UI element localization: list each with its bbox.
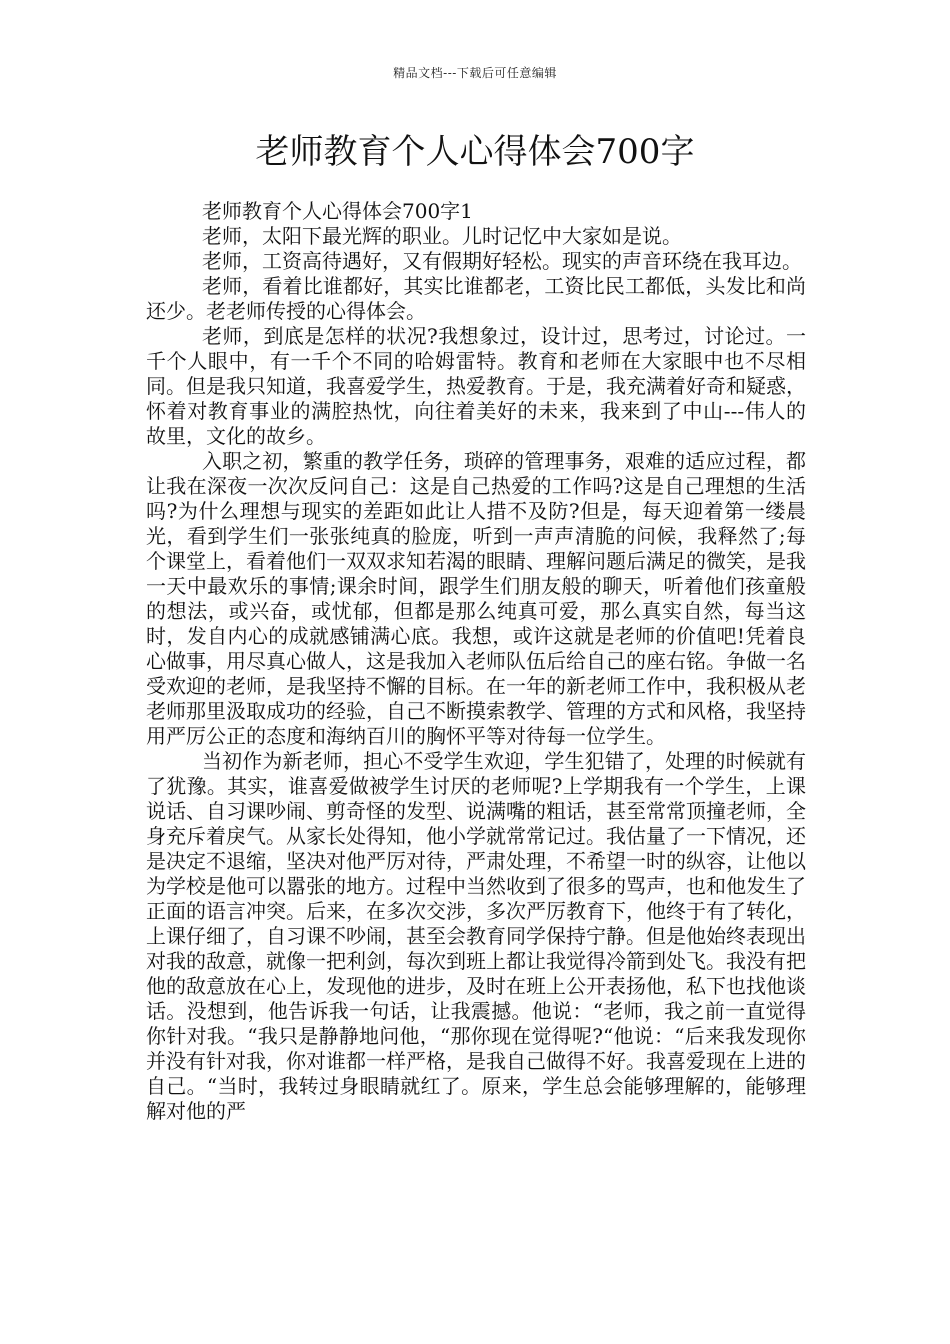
- paragraph: 入职之初，繁重的教学任务，琐碎的管理事务，艰难的适应过程，都让我在深夜一次次反问自己：这是自己热爱的工作吗?这是自己理想的生活吗?为什么理想与现实的差距如此让人措不及防?但是，每天迎着第一缕晨光，看到学生们一张张纯真的脸庞，听到一声声清脆的问候，我释然了;每个课堂上，看着他们一双双求知若渴的眼睛、理解问题后满足的微笑，是我一天中最欢乐的事情;课余时间，跟学生们朋友般的聊天，听着他们孩童般的想法，或兴奋，或忧郁，但都是那么纯真可爱，那么真实自然，每当这时，发自内心的成就感铺满心底。我想，或许这就是老师的价值吧!凭着良心做事，用尽真心做人，这是我加入老师队伍后给自己的座右铭。争做一名受欢迎的老师，是我坚持不懈的目标。在一年的新老师工作中，我积极从老老师那里汲取成功的经验，自己不断摸索教学、管理的方式和风格，我坚持用严厉公正的态度和海纳百川的胸怀平等对待每一位学生。: [146, 449, 806, 748]
- document-title: 老师教育个人心得体会700字: [255, 132, 695, 172]
- paragraph-subtitle: 老师教育个人心得体会700字1: [202, 199, 473, 223]
- document-body: [146, 199, 806, 1124]
- page-header: 精品文档---下载后可任意编辑: [393, 66, 557, 80]
- paragraph: 老师，到底是怎样的状况?我想象过，设计过，思考过，讨论过。一千个人眼中，有一千个不同的哈姆雷特。教育和老师在大家眼中也不尽相同。但是我只知道，我喜爱学生，热爱教育。于是，我充满着好奇和疑惑，怀着对教育事业的满腔热忱，向往着美好的未来，我来到了中山---伟人的故里，文化的故乡。: [146, 324, 806, 448]
- paragraph: 老师，工资高待遇好，又有假期好轻松。现实的声音环绕在我耳边。: [202, 249, 802, 273]
- paragraph: 老师，太阳下最光辉的职业。儿时记忆中大家如是说。: [202, 224, 682, 248]
- paragraph: 当初作为新老师，担心不受学生欢迎，学生犯错了，处理的时候就有了犹豫。其实，谁喜爱做被学生讨厌的老师呢?上学期我有一个学生，上课说话、自习课吵闹、剪奇怪的发型、说满嘴的粗话，甚至常常顶撞老师，全身充斥着戾气。从家长处得知，他小学就常常记过。我估量了一下情况，还是决定不退缩，坚决对他严厉对待，严肃处理，不希望一时的纵容，让他以为学校是他可以嚣张的地方。过程中当然收到了很多的骂声，也和他发生了正面的语言冲突。后来，在多次交涉，多次严厉教育下，他终于有了转化，上课仔细了，自习课不吵闹，甚至会教育同学保持宁静。但是他始终表现出对我的敌意，就像一把利剑，每次到班上都让我觉得冷箭到处飞。我没有把他的敌意放在心上，发现他的进步，及时在班上公开表扬他，私下也找他谈话。没想到，他告诉我一句话，让我震撼。他说：“老师，我之前一直觉得你针对我。“我只是静静地问他，“那你现在觉得呢?“他说：“后来我发现你并没有针对我，你对谁都一样严格，是我自己做得不好。我喜爱现在上进的自己。“当时，我转过身眼睛就红了。原来，学生总会能够理解的，能够理解对他的严: [146, 749, 806, 1123]
- paragraph: 老师，看着比谁都好，其实比谁都老，工资比民工都低，头发比和尚还少。老老师传授的心得体会。: [146, 274, 806, 323]
